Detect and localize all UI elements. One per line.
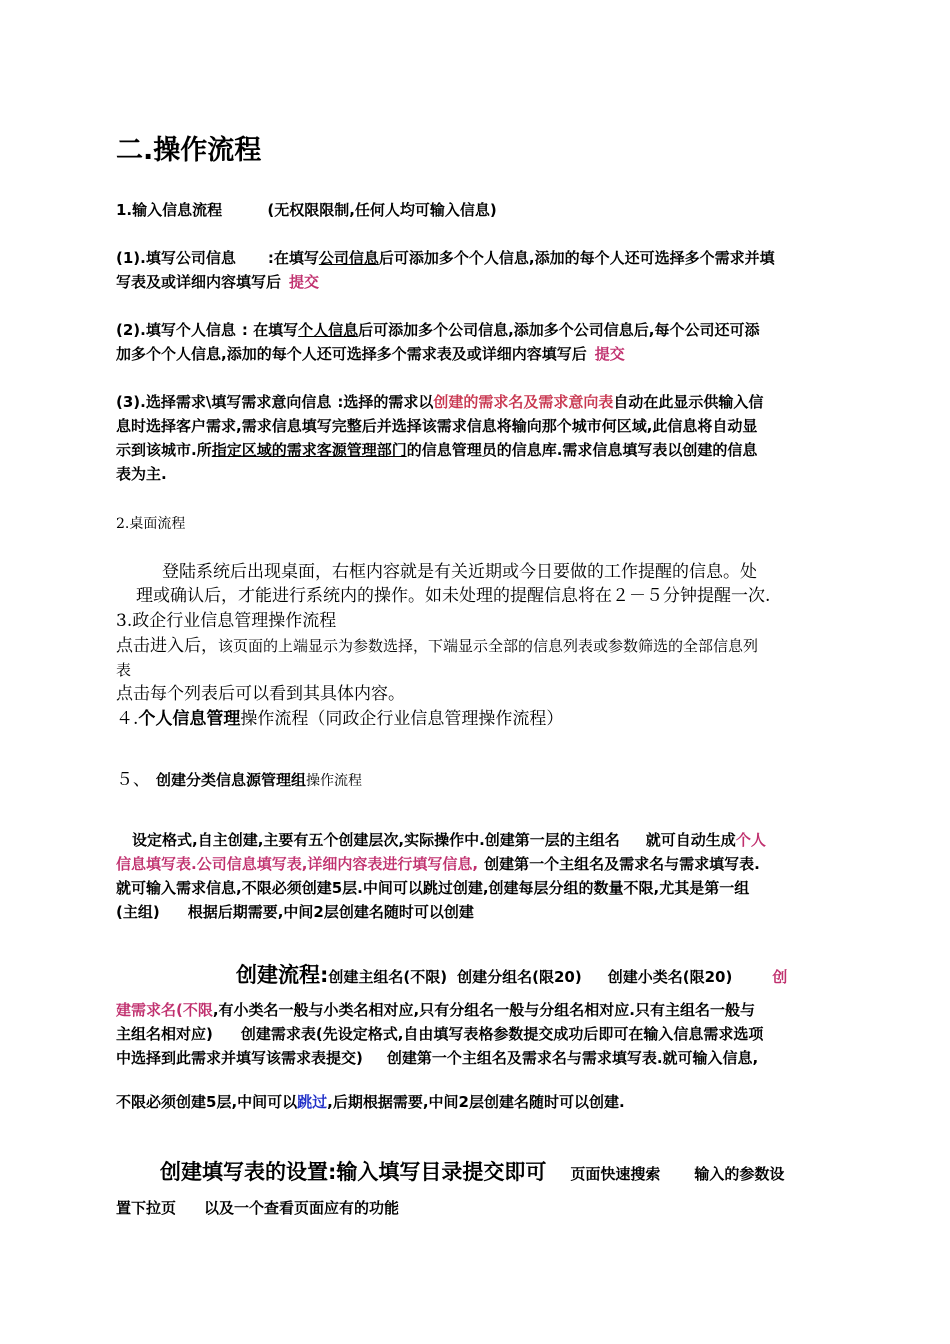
section-3-line-2: 表 bbox=[116, 661, 132, 679]
section-2-line-2: 理或确认后，才能进行系统内的操作。如未处理的提醒信息将在２－５分钟提醒一次. bbox=[136, 586, 771, 606]
demand-name-term: 创建的需求名及需求意向表 bbox=[433, 393, 614, 411]
section-4-heading: ４.个人信息管理操作流程（同政企行业信息管理操作流程） bbox=[116, 709, 564, 729]
para-1-line-2: 写表及或详细内容填写后 提交 bbox=[116, 273, 320, 291]
para-3-line-2: 息时选择客户需求,需求信息填写完整后并选择该需求信息将输向那个城市何区域,此信息将自动显 bbox=[116, 417, 758, 435]
personal-info-term: 个人信息 bbox=[298, 321, 359, 339]
section-5-line-2: 信息填写表.公司信息填写表,详细内容表进行填写信息, 创建第一个主组名及需求名与需求填写表. bbox=[116, 855, 760, 873]
para-1-line-1: (1).填写公司信息 :在填写公司信息后可添加多个个人信息,添加的每个人还可选择多个需求并填 bbox=[116, 249, 775, 267]
para-3-line-4: 表为主. bbox=[116, 465, 167, 483]
para-1-label: (1).填写公司信息 bbox=[116, 249, 236, 267]
section-1-note: (无权限限制,任何人均可输入信息) bbox=[267, 201, 497, 219]
region-dept-term: 指定区域的需求客源管理部门 bbox=[211, 441, 407, 459]
para-3-label: (3).选择需求\填写需求意向信息 bbox=[116, 393, 332, 411]
skip-text: 跳过 bbox=[297, 1093, 328, 1111]
section-5-line-1: 设定格式,自主创建,主要有五个创建层次,实际操作中.创建第一层的主组名 就可自动生成个人 bbox=[132, 831, 766, 849]
flow-line-2: 建需求名(不限,有小类名一般与小类名相对应,只有分组名一般与分组名相对应.只有主组名一般与 bbox=[116, 1001, 755, 1019]
page-title: 二.操作流程 bbox=[116, 135, 262, 166]
section-5-line-3: 就可输入需求信息,不限必须创建5层.中间可以跳过创建,创建每层分组的数量不限,尤其是第一组 bbox=[116, 879, 750, 897]
section-1-heading bbox=[116, 200, 497, 220]
form-title: 创建填写表的设置:输入填写目录提交即可 bbox=[160, 1160, 547, 1184]
para-2-label: (2).填写个人信息 bbox=[116, 321, 236, 339]
submit-text: 提交 bbox=[594, 345, 625, 363]
flow-line-3: 主组名相对应) 创建需求表(先设定格式,自由填写表格参数提交成功后即可在输入信息需求选项 bbox=[116, 1025, 764, 1043]
section-2-line-1: 登陆系统后出现桌面，右框内容就是有关近期或今日要做的工作提醒的信息。处 bbox=[162, 562, 757, 582]
section-5-line-4: (主组) 根据后期需要,中间2层创建名随时可以创建 bbox=[116, 903, 474, 921]
section-5-heading: ５、 创建分类信息源管理组操作流程 bbox=[116, 770, 363, 790]
flow-title: 创建流程: bbox=[236, 963, 329, 987]
submit-text: 提交 bbox=[289, 273, 320, 291]
flow-line-1: 创建流程:创建主组名(不限) 创建分组名(限20) 创建小类名(限20) 创 bbox=[236, 963, 788, 987]
section-4-bold: 个人信息管理 bbox=[138, 709, 241, 729]
section-2-title: 2.桌面流程 bbox=[116, 516, 186, 532]
section-1-title: 1.输入信息流程 bbox=[116, 201, 223, 219]
para-3-line-3: 示到该城市.所指定区域的需求客源管理部门的信息管理员的信息库.需求信息填写表以创建的信息 bbox=[116, 441, 758, 459]
section-5-bold: 创建分类信息源管理组 bbox=[156, 771, 307, 789]
para-2-line-2: 加多个个人信息,添加的每个人还可选择多个需求表及或详细内容填写后 提交 bbox=[116, 345, 625, 363]
flow-line-4: 中选择到此需求并填写该需求表提交) 创建第一个主组名及需求名与需求填写表.就可输入信息, bbox=[116, 1049, 759, 1067]
company-info-term: 公司信息 bbox=[318, 249, 379, 267]
section-3-title: 3.政企行业信息管理操作流程 bbox=[116, 611, 337, 631]
para-3-line-1: (3).选择需求\填写需求意向信息 :选择的需求以创建的需求名及需求意向表自动在此显示供输入信 bbox=[116, 393, 764, 411]
form-line-2: 置下拉页 以及一个查看页面应有的功能 bbox=[116, 1199, 400, 1217]
section-3-line-1: 点击进入后，该页面的上端显示为参数选择，下端显示全部的信息列表或参数筛选的全部信息列 bbox=[116, 636, 759, 656]
section-3-line-3: 点击每个列表后可以看到其具体内容。 bbox=[116, 684, 405, 704]
flow-line-5: 不限必须创建5层,中间可以跳过,后期根据需要,中间2层创建名随时可以创建. bbox=[116, 1093, 625, 1111]
form-line-1: 创建填写表的设置:输入填写目录提交即可 页面快速搜索 输入的参数设 bbox=[160, 1160, 785, 1184]
para-2-line-1: (2).填写个人信息 : 在填写个人信息后可添加多个公司信息,添加多个公司信息后,每个公司还可添 bbox=[116, 321, 760, 339]
